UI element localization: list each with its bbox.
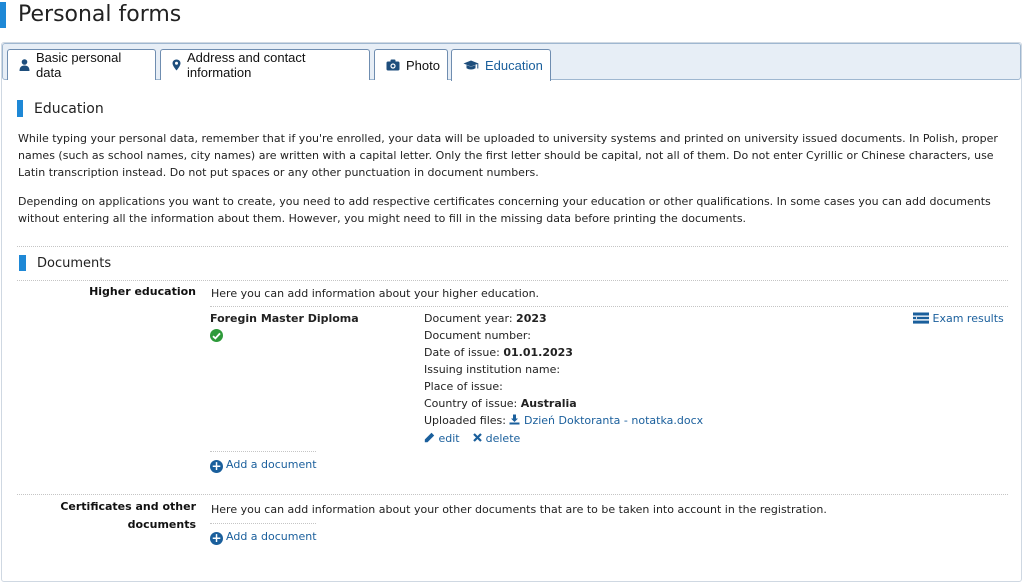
exam-results-link[interactable] <box>913 310 1004 327</box>
user-icon <box>19 59 30 71</box>
uploaded-files <box>424 412 703 429</box>
edit-label: edit <box>438 432 460 445</box>
education-heading-text: Education <box>34 100 104 117</box>
divider <box>17 280 1008 281</box>
close-icon <box>473 432 482 445</box>
certificates-label-line2: documents <box>127 518 196 531</box>
date-of-issue <box>424 344 573 361</box>
higher-education-label: Higher education <box>89 285 196 298</box>
tab-education[interactable] <box>451 49 551 81</box>
issuing-institution-label: Issuing institution name: <box>424 363 561 376</box>
page-title: Personal forms <box>18 2 182 27</box>
graduation-cap-icon <box>463 60 479 71</box>
delete-label: delete <box>485 432 521 445</box>
document-year-value: 2023 <box>516 312 547 325</box>
education-intro-paragraph-1: While typing your personal data, remember that if you're enrolled, your data will be uploaded to university systems and printed on university issued documents. In Polish, proper names (such as school names, city names) are written with a capital letter. Only the first letter should be capital, not all of them. Do not enter Cyrillic or Chinese characters, use Latin transcription instead. Do not put spaces or any other punctuation in document numbers. <box>18 132 998 179</box>
plus-circle-icon: + <box>211 459 222 473</box>
uploaded-file-name: Dzień Doktoranta - notatka.docx <box>523 414 704 427</box>
heading-accent <box>17 100 23 117</box>
higher-education-description: Here you can add information about your higher education. <box>211 287 540 300</box>
divider <box>210 306 1008 307</box>
document-name: Foregin Master Diploma <box>210 312 359 325</box>
tab-photo[interactable] <box>374 49 448 80</box>
camera-icon <box>386 59 400 71</box>
education-heading <box>17 100 104 117</box>
personal-forms-panel <box>1 42 1022 582</box>
country-of-issue-value: Australia <box>520 397 577 410</box>
documents-heading-text: Documents <box>37 255 112 271</box>
check-circle-icon <box>210 329 223 342</box>
date-of-issue-value: 01.01.2023 <box>503 346 573 359</box>
heading-accent <box>19 255 26 271</box>
tab-address-contact[interactable] <box>160 49 370 80</box>
uploaded-file-link[interactable] <box>509 414 703 427</box>
divider <box>17 246 1008 247</box>
date-of-issue-label: Date of issue: <box>424 346 500 359</box>
map-marker-icon <box>172 59 181 71</box>
download-icon <box>509 414 520 427</box>
certificates-label-line1: Certificates and other <box>60 500 196 513</box>
tab-label: Education <box>485 58 543 73</box>
uploaded-files-label: Uploaded files: <box>424 414 506 427</box>
plus-circle-icon: + <box>211 531 222 545</box>
exam-results-label: Exam results <box>932 312 1004 325</box>
divider <box>210 451 316 452</box>
tab-basic-personal-data[interactable] <box>7 49 156 80</box>
pencil-icon <box>424 432 435 445</box>
country-of-issue <box>424 395 577 412</box>
tab-label: Basic personal data <box>36 50 122 80</box>
country-of-issue-label: Country of issue: <box>424 397 518 410</box>
document-actions <box>424 430 520 447</box>
education-intro-paragraph-2: Depending on applications you want to create, you need to add respective certificates concerning your education or other qualifications. In some cases you can add documents without entering all the information about them. However, you might need to fill in the missing data before printing the documents. <box>18 195 991 225</box>
documents-heading <box>19 255 111 271</box>
page-title-accent <box>0 2 6 28</box>
document-year <box>424 310 547 327</box>
document-year-label: Document year: <box>424 312 513 325</box>
certificates-description: Here you can add information about your other documents that are to be taken into account in the registration. <box>211 503 827 516</box>
tab-label: Photo <box>406 57 440 73</box>
divider <box>210 523 316 524</box>
certificates-label <box>42 498 196 534</box>
add-document-label: Add a document <box>226 458 317 471</box>
add-document-button-certificates[interactable] <box>210 528 317 545</box>
divider <box>17 494 1008 495</box>
add-document-button-higher[interactable] <box>210 456 317 473</box>
add-document-label: Add a document <box>226 530 317 543</box>
list-icon <box>913 312 929 325</box>
delete-link[interactable] <box>473 432 520 445</box>
edit-link[interactable] <box>424 432 463 445</box>
tab-bar <box>2 43 1021 80</box>
tab-label: Address and contact information <box>187 50 306 80</box>
place-of-issue-label: Place of issue: <box>424 380 503 393</box>
document-number-label: Document number: <box>424 329 531 342</box>
